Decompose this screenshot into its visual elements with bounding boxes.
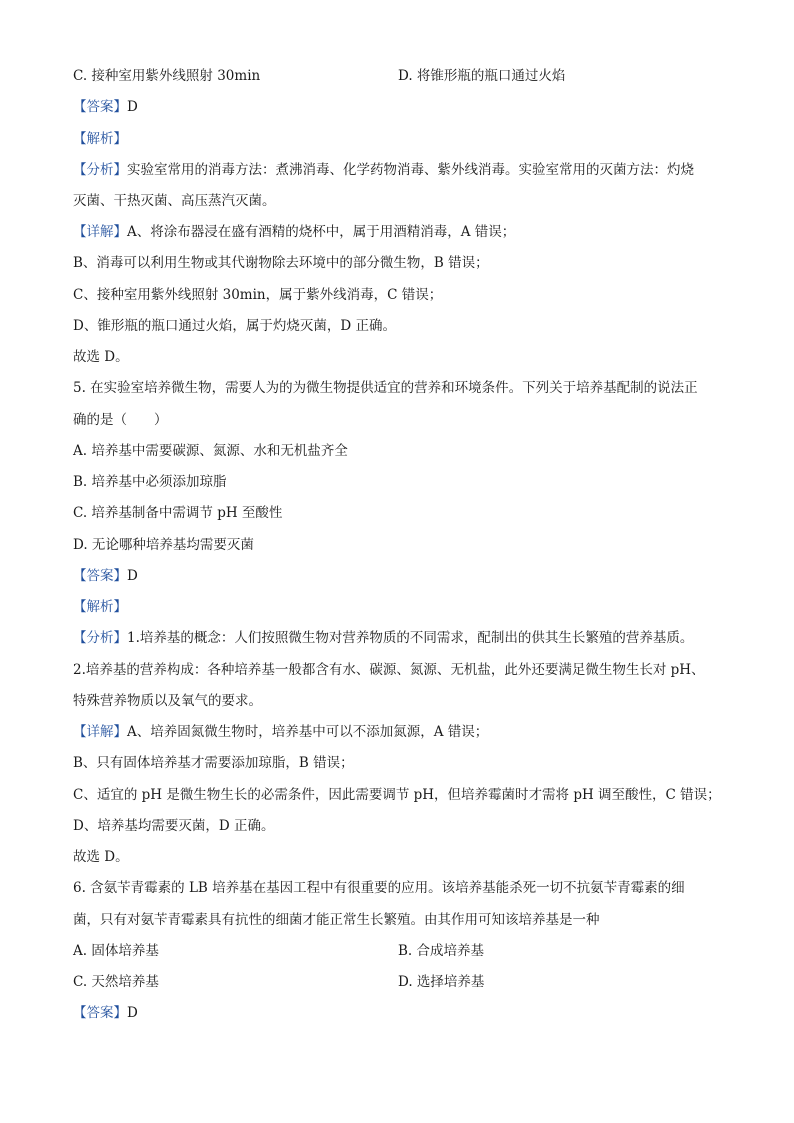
q4-option-c: C. 接种室用紫外线照射 30min <box>73 68 261 84</box>
q5-analysis-tag: 【解析】 <box>73 599 127 615</box>
q6-option-d: D. 选择培养基 <box>398 974 485 990</box>
q5-detail-a: 【详解】A、培养固氮微生物时，培养基中可以不添加氮源，A 错误； <box>73 724 489 740</box>
q5-stem-line-2: 确的是（ ） <box>73 412 168 428</box>
q6-option-a: A. 固体培养基 <box>73 943 159 959</box>
q4-fenxi-line-2: 灭菌、干热灭菌、高压蒸汽灭菌。 <box>73 193 276 209</box>
q5-detail-d: D、培养基均需要灭菌，D 正确。 <box>73 818 275 834</box>
q4-detail-c: C、接种室用紫外线照射 30min，属于紫外线消毒，C 错误； <box>73 287 443 303</box>
q5-conclusion: 故选 D。 <box>73 849 129 865</box>
q6-answer: 【答案】D <box>73 1005 138 1021</box>
q5-answer: 【答案】D <box>73 568 138 584</box>
q5-fenxi-line-1: 【分析】1.培养基的概念：人们按照微生物对营养物质的不同需求，配制出的供其生长繁殖的营养基质。 <box>73 630 694 646</box>
q5-stem-line-1: 5. 在实验室培养微生物，需要人为的为微生物提供适宜的营养和环境条件。下列关于培养基配制的说法正 <box>73 380 698 396</box>
q5-detail-c: C、适宜的 pH 是微生物生长的必需条件，因此需要调节 pH，但培养霉菌时才需将 pH 调至酸性，C 错误； <box>73 787 721 803</box>
q4-detail-a: 【详解】A、将涂布器浸在盛有酒精的烧杯中，属于用酒精消毒，A 错误； <box>73 224 516 240</box>
q5-option-c: C. 培养基制备中需调节 pH 至酸性 <box>73 505 283 521</box>
q5-detail-b: B、只有固体培养基才需要添加琼脂，B 错误； <box>73 755 354 771</box>
q4-answer <box>73 97 723 117</box>
q6-option-b: B. 合成培养基 <box>398 943 485 959</box>
q6-stem-line-2: 菌，只有对氨苄青霉素具有抗性的细菌才能正常生长繁殖。由其作用可知该培养基是一种 <box>73 912 600 928</box>
q4-detail-d: D、锥形瓶的瓶口通过火焰，属于灼烧灭菌，D 正确。 <box>73 318 396 334</box>
q4-option-d: D. 将锥形瓶的瓶口通过火焰 <box>398 68 566 84</box>
q6-stem-line-1: 6. 含氨苄青霉素的 LB 培养基在基因工程中有很重要的应用。该培养基能杀死一切不抗氨苄青霉素的细 <box>73 880 685 896</box>
answer-tag: 【答案】 <box>73 99 127 115</box>
q5-option-a: A. 培养基中需要碳源、氮源、水和无机盐齐全 <box>73 443 348 459</box>
q4-analysis-tag: 【解析】 <box>73 131 127 147</box>
answer-value: D <box>127 99 138 115</box>
q4-fenxi-line-1: 【分析】实验室常用的消毒方法：煮沸消毒、化学药物消毒、紫外线消毒。实验室常用的灭菌方法：灼烧 <box>73 162 694 178</box>
q5-option-b: B. 培养基中必须添加琼脂 <box>73 474 227 490</box>
q5-option-d: D. 无论哪种培养基均需要灭菌 <box>73 537 254 553</box>
q5-fenxi-line-3: 特殊营养物质以及氧气的要求。 <box>73 693 262 709</box>
q4-conclusion: 故选 D。 <box>73 349 129 365</box>
q5-fenxi-line-2: 2.培养基的营养构成：各种培养基一般都含有水、碳源、氮源、无机盐，此外还要满足微生物生长对 pH、 <box>73 662 705 678</box>
q4-detail-b: B、消毒可以利用生物或其代谢物除去环境中的部分微生物，B 错误； <box>73 255 489 271</box>
q6-option-c: C. 天然培养基 <box>73 974 159 990</box>
